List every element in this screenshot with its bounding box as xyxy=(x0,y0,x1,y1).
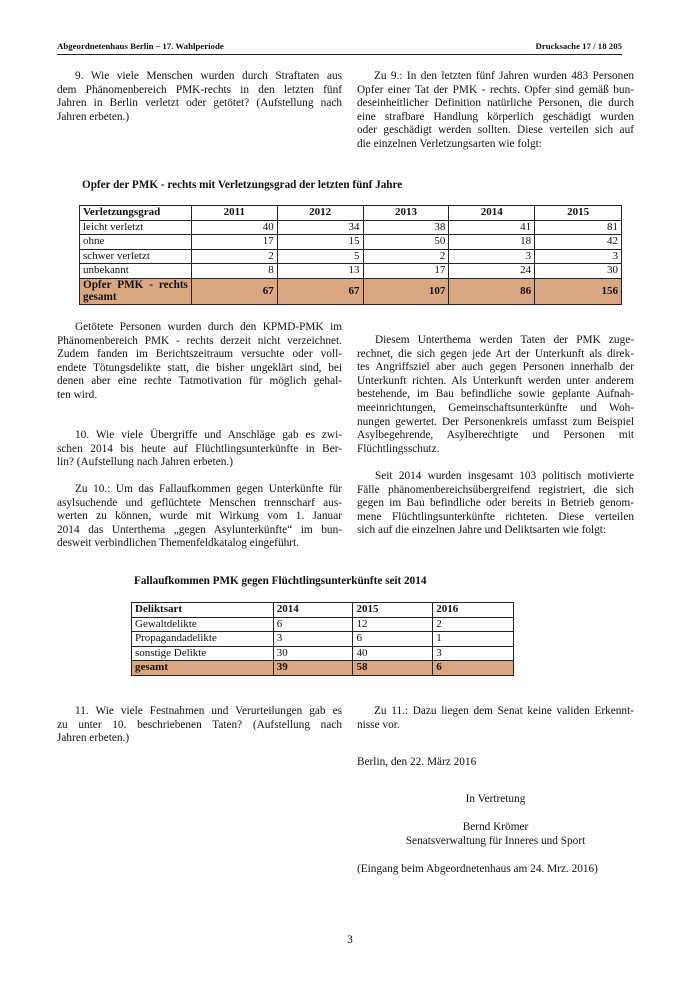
row-label: unbekannt xyxy=(80,264,192,279)
total-cell: 39 xyxy=(273,661,353,676)
answer-9-line: Zu 9.: In den letzten fünf Jahren wurden 483 Personen xyxy=(374,70,634,82)
cell: 17 xyxy=(191,235,277,250)
column-header: 2014 xyxy=(449,206,535,221)
paragraph-line: denen aber eine rechte Tatmotivation für möglich gehal- xyxy=(57,375,342,388)
question-11 xyxy=(57,705,342,746)
table1-title: Opfer der PMK - rechts mit Verletzungsgrad der letzten fünf Jahre xyxy=(82,179,403,191)
cell: 24 xyxy=(449,264,535,279)
signatory-office: Senatsverwaltung für Inneres und Sport xyxy=(405,835,586,847)
table-row xyxy=(132,632,514,647)
column-header: Verletzungsgrad xyxy=(80,206,192,221)
total-row xyxy=(132,661,514,676)
in-vertretung: In Vertretung xyxy=(465,793,526,805)
answer-11 xyxy=(357,705,634,732)
subtopic-paragraph xyxy=(357,334,634,456)
cell: 30 xyxy=(273,646,353,661)
total-label: gesamt xyxy=(132,661,274,676)
question-11-line: Jahren erbeten.) xyxy=(57,732,130,745)
paragraph-line: Fälle phänomenbereichsübergreifend registriert, die sich xyxy=(357,483,634,496)
paragraph-line: endete Tötungsdelikte statt, die bisher ungeklärt sind, bei xyxy=(57,361,342,374)
total-label: Opfer PMK - rechts gesamt xyxy=(80,278,192,304)
column-header: 2011 xyxy=(191,206,277,221)
cell: 34 xyxy=(277,220,363,235)
column-header: Deliktsart xyxy=(132,603,274,618)
column-header: 2013 xyxy=(363,206,449,221)
answer-10-line: 2014 das Unterthema „gegen Asylunterkünfte“ im bun- xyxy=(57,523,342,536)
row-label: leicht verletzt xyxy=(80,220,192,235)
answer-11-line: Zu 11.: Dazu liegen dem Senat keine validen Erkennt- xyxy=(374,705,634,717)
paragraph-line: Flüchtlingsschutz. xyxy=(357,442,440,455)
total-cell: 67 xyxy=(191,278,277,304)
paragraph-line: Unterkunft richten. Als Unterkunft werden unter anderem xyxy=(357,374,634,387)
paragraph-line: gegen im Bau befindliche oder bereits in Betrieb genom- xyxy=(357,497,634,510)
paragraph-line: bestehende, im Bau befindliche sowie geplante Aufnah- xyxy=(357,388,634,401)
total-row xyxy=(80,278,622,304)
paragraph-line: ten wird. xyxy=(57,388,98,401)
paragraph-line: Zudem fanden im Berichtszeitraum versuchte oder voll- xyxy=(57,348,342,361)
header-left: Abgeordnetenhaus Berlin – 17. Wahlperiode xyxy=(57,41,224,51)
answer-10-line: Zu 10.: Um das Fallaufkommen gegen Unterkünfte für xyxy=(75,483,342,495)
row-label: Propagandadelikte xyxy=(132,632,274,647)
row-label: schwer verletzt xyxy=(80,249,192,264)
paragraph-line: rechnet, die sich gegen jede Art der Unterkunft als direk- xyxy=(357,347,634,360)
paragraph-line: tes Angriffsziel aber auch gegen Personen innerhalb der xyxy=(357,361,634,374)
header-right: Drucksache 17 / 18 205 xyxy=(535,41,622,51)
table-row xyxy=(80,235,622,250)
question-10-line: lin? (Aufstellung nach Jahren erbeten.) xyxy=(57,456,233,469)
question-11-line: zu unter 10. beschriebenen Taten? (Aufstellung nach xyxy=(57,718,342,731)
cell: 3 xyxy=(433,646,514,661)
cell: 3 xyxy=(273,632,353,647)
cell: 40 xyxy=(191,220,277,235)
question-10-line: 10. Wie viele Übergriffe und Anschläge gab es zwi- xyxy=(75,429,342,441)
cell: 3 xyxy=(535,249,622,264)
since-2014-paragraph xyxy=(357,470,634,538)
question-10-line: schen 2014 bis heute auf Flüchtlingsunterkünfte in Ber- xyxy=(57,442,342,455)
question-11-line: 11. Wie viele Festnahmen und Verurteilungen gab es xyxy=(75,705,342,717)
question-10 xyxy=(57,429,342,470)
answer-9-line: eine strafbare Handlung körperlich geschädigt wurden xyxy=(357,110,634,123)
question-9-line: 9. Wie viele Menschen wurden durch Straftaten aus xyxy=(75,70,342,82)
row-label: sonstige Delikte xyxy=(132,646,274,661)
page-number: 3 xyxy=(347,934,353,946)
total-cell: 156 xyxy=(535,278,622,304)
total-cell: 86 xyxy=(449,278,535,304)
question-9-line: Jahren erbeten.) xyxy=(57,110,130,123)
paragraph-line: mene Flüchtlingsunterkünfte richteten. Diese verteilen xyxy=(357,510,634,523)
question-9 xyxy=(57,70,342,124)
paragraph-line: sich auf die einzelnen Jahre und Deliktsarten wie folgt: xyxy=(357,524,607,537)
answer-9-line: Opfer einer Tat der PMK - rechts. Opfer sind gemäß bun- xyxy=(357,83,634,96)
cell: 50 xyxy=(363,235,449,250)
received-note: (Eingang beim Abgeordnetenhaus am 24. Mrz. 2016) xyxy=(357,863,598,875)
answer-10-line: werten zu können, wurde mit Wirkung vom 1. Januar xyxy=(57,510,342,523)
total-cell: 6 xyxy=(433,661,514,676)
cell: 13 xyxy=(277,264,363,279)
answer-10 xyxy=(57,483,342,551)
place-date: Berlin, den 22. März 2016 xyxy=(357,756,477,768)
table-row xyxy=(132,617,514,632)
answer-10-line: asylsuchende und geflüchtete Menschen trennscharf aus- xyxy=(57,496,342,509)
row-label: ohne xyxy=(80,235,192,250)
cell: 2 xyxy=(363,249,449,264)
cell: 6 xyxy=(273,617,353,632)
table-row xyxy=(80,249,622,264)
cell: 81 xyxy=(535,220,622,235)
paragraph-line: Seit 2014 wurden insgesamt 103 politisch motivierte xyxy=(375,470,634,482)
cell: 3 xyxy=(449,249,535,264)
total-cell: 67 xyxy=(277,278,363,304)
cell: 17 xyxy=(363,264,449,279)
total-cell: 58 xyxy=(353,661,433,676)
answer-9 xyxy=(357,70,634,152)
paragraph-line: Getötete Personen wurden durch den KPMD-PMK im xyxy=(75,321,342,333)
cell: 2 xyxy=(191,249,277,264)
cell: 18 xyxy=(449,235,535,250)
table-row xyxy=(80,264,622,279)
signatory-name: Bernd Krömer xyxy=(462,821,529,833)
total-cell: 107 xyxy=(363,278,449,304)
column-header: 2015 xyxy=(535,206,622,221)
answer-9-line: die einzelnen Verletzungsarten wie folgt: xyxy=(357,137,542,150)
answer-11-line: nisse vor. xyxy=(357,718,400,731)
paragraph-line: Diesem Unterthema werden Taten der PMK zuge- xyxy=(375,334,634,346)
answer-9-line: deseinheitlicher Definition natürliche Personen, die durch xyxy=(357,97,634,110)
table2-title: Fallaufkommen PMK gegen Flüchtlingsunterkünfte seit 2014 xyxy=(134,575,427,587)
cell: 1 xyxy=(433,632,514,647)
table-header-row xyxy=(132,603,514,618)
cell: 30 xyxy=(535,264,622,279)
column-header: 2015 xyxy=(353,603,433,618)
question-9-line: Jahren in Berlin verletzt oder getötet? (Aufstellung nach xyxy=(57,97,342,110)
cell: 12 xyxy=(353,617,433,632)
answer-10-line: desweit verbindlichen Themenfeldkatalog eingeführt. xyxy=(57,537,299,550)
victims-table xyxy=(79,205,622,305)
cell: 38 xyxy=(363,220,449,235)
cell: 5 xyxy=(277,249,363,264)
row-label: Gewaltdelikte xyxy=(132,617,274,632)
answer-9-line: oder geschädigt werden sollten. Diese verteilen sich auf xyxy=(357,124,634,137)
table-row xyxy=(80,220,622,235)
column-header: 2016 xyxy=(433,603,514,618)
cell: 8 xyxy=(191,264,277,279)
table-row xyxy=(132,646,514,661)
cell: 15 xyxy=(277,235,363,250)
column-header: 2012 xyxy=(277,206,363,221)
column-header: 2014 xyxy=(273,603,353,618)
cell: 6 xyxy=(353,632,433,647)
cell: 42 xyxy=(535,235,622,250)
killed-paragraph xyxy=(57,321,342,403)
cell: 2 xyxy=(433,617,514,632)
table-header-row xyxy=(80,206,622,221)
shelter-attacks-table xyxy=(131,602,514,676)
paragraph-line: meeinrichtungen, Gemeinschaftsunterkünfte und Woh- xyxy=(357,401,634,414)
cell: 41 xyxy=(449,220,535,235)
question-9-line: dem Phänomenbereich PMK-rechts in den letzten fünf xyxy=(57,83,342,96)
paragraph-line: Asylbegehrende, Asylberechtigte und Personen mit xyxy=(357,429,634,442)
paragraph-line: Phänomenbereich PMK - rechts derzeit nicht verzeichnet. xyxy=(57,334,342,347)
cell: 40 xyxy=(353,646,433,661)
paragraph-line: nungen gewertet. Der Personenkreis umfasst zum Beispiel xyxy=(357,415,634,428)
header-rule xyxy=(57,54,622,55)
